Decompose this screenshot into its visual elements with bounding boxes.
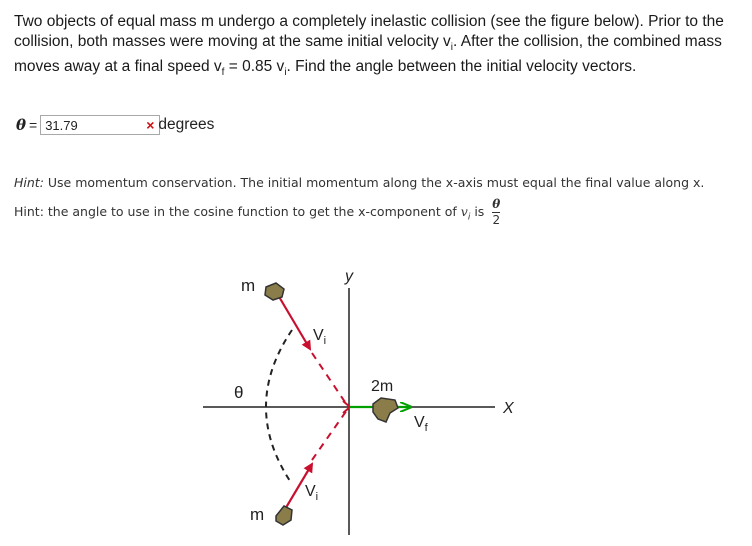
hint-text-1: Use momentum conservation. The initial momentum along the x-axis must equal the final value along x. Hint: the angle to use in the cosine function to get the x-component of: [14, 175, 705, 219]
subscript-f: f: [221, 67, 225, 79]
label-vi-top: $V_i$: [313, 327, 327, 347]
fraction-numerator: θ: [492, 197, 501, 211]
unit-label: degrees: [158, 116, 215, 133]
mass-bottom: [276, 506, 292, 525]
vi-bottom-dashed-line: [312, 410, 347, 460]
mass-top: [265, 283, 284, 300]
incorrect-icon: ×: [146, 117, 155, 133]
hint-text-2: is: [470, 204, 489, 219]
label-x-axis: X: [503, 400, 514, 417]
problem-text-1: Two objects of equal mass m undergo a completely inelastic collision (see the figure below). Prior to the collision, both masses were moving at the same initial velocity v: [14, 13, 724, 50]
subscript-i2: i: [284, 67, 287, 79]
vi-symbol: v: [460, 204, 468, 219]
label-vf: $V_f$: [414, 414, 428, 434]
problem-text-3: = 0.85 v: [224, 58, 285, 76]
subscript-i: i: [450, 41, 454, 53]
label-2m: 2m: [371, 378, 394, 395]
vi-sub: i: [467, 212, 471, 223]
hint-label: Hint:: [14, 175, 44, 190]
equals-sign: =: [29, 117, 38, 133]
label-y-axis: y: [345, 268, 353, 285]
problem-text-4: . Find the angle between the initial velocity vectors.: [286, 58, 637, 76]
mass-combined: [373, 398, 398, 422]
label-m-bottom: m: [250, 505, 265, 524]
label-vi-bottom: $V_i$: [305, 483, 319, 503]
theta-symbol: θ: [16, 116, 27, 134]
label-theta: θ: [234, 383, 244, 402]
vi-top-dashed-line: [312, 353, 347, 405]
label-m-top: m: [241, 276, 256, 295]
fraction-denominator: 2: [492, 213, 501, 227]
vi-top-arrow: [278, 295, 310, 349]
problem-text-2: . After the collision, the combined mass moves away at a final speed v: [14, 32, 722, 76]
